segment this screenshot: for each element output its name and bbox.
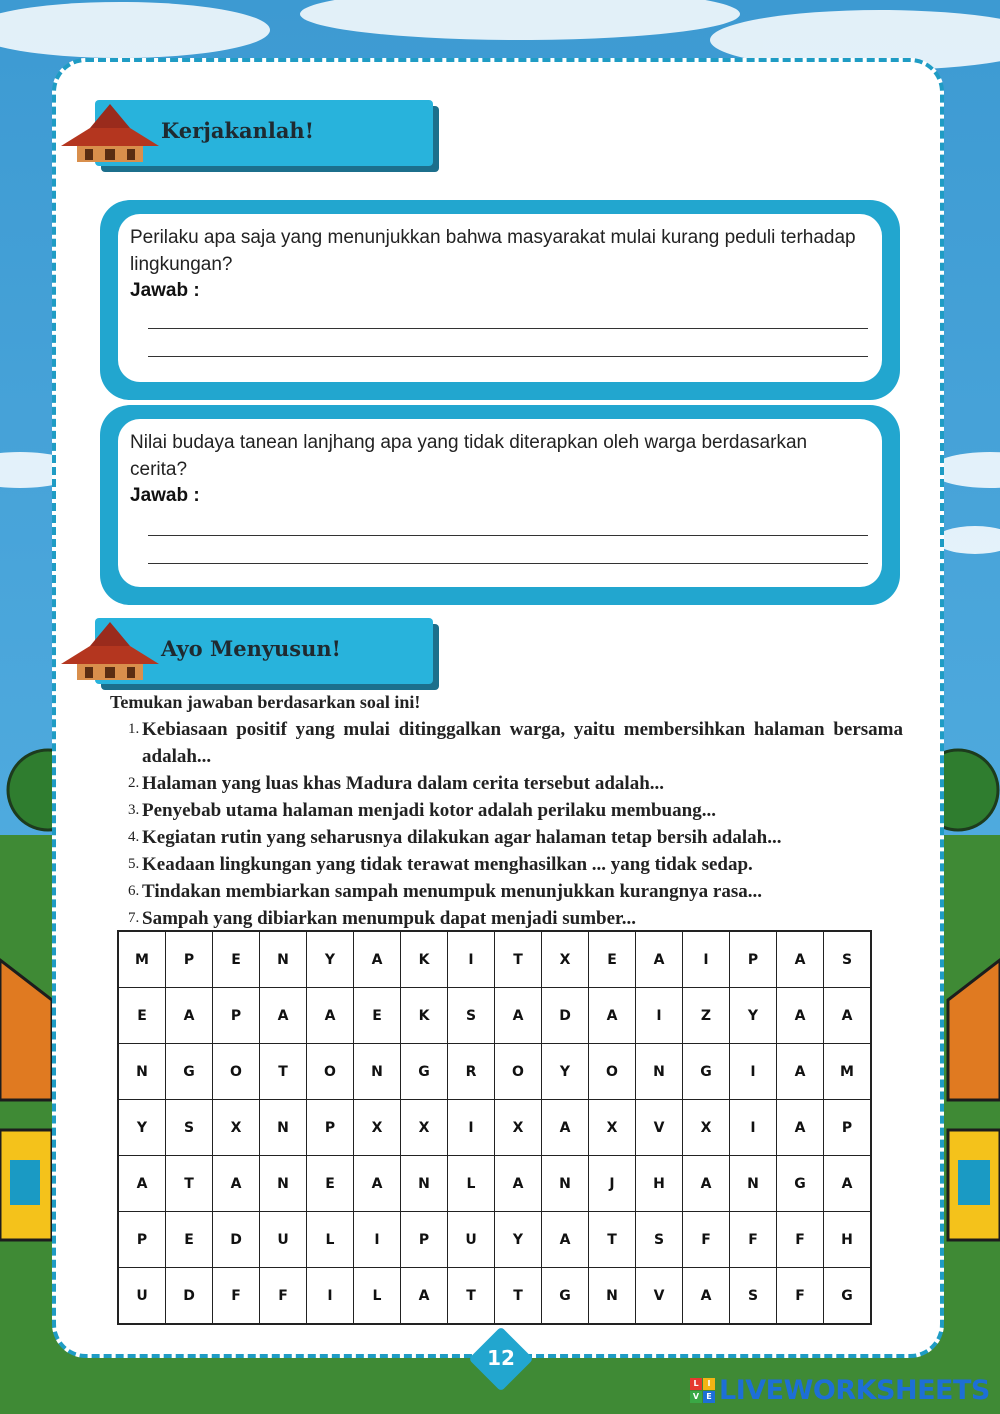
grid-cell[interactable]: S <box>166 1100 213 1156</box>
grid-cell[interactable]: H <box>636 1156 683 1212</box>
grid-cell[interactable]: N <box>354 1044 401 1100</box>
clue-text: Sampah yang dibiarkan menumpuk dapat menjadi sumber... <box>142 908 636 929</box>
clue-item <box>128 797 903 824</box>
grid-cell[interactable]: I <box>683 931 730 988</box>
grid-cell[interactable]: P <box>401 1212 448 1268</box>
clue-text: Penyebab utama halaman menjadi kotor adalah perilaku membuang... <box>142 800 716 821</box>
kerjakan-banner <box>95 100 435 168</box>
logo-letter: L <box>690 1378 702 1390</box>
grid-cell[interactable]: P <box>118 1212 166 1268</box>
question-text: Perilaku apa saja yang menunjukkan bahwa masyarakat mulai kurang peduli terhadap lingkungan? <box>130 227 856 275</box>
grid-cell[interactable]: N <box>636 1044 683 1100</box>
grid-cell[interactable]: X <box>354 1100 401 1156</box>
grid-cell[interactable]: X <box>683 1100 730 1156</box>
grid-cell[interactable]: L <box>448 1156 495 1212</box>
clue-number: 5. <box>128 856 140 872</box>
clue-number: 7. <box>128 910 140 926</box>
grid-cell[interactable]: Y <box>542 1044 589 1100</box>
clue-item <box>128 851 903 878</box>
clue-text: Tindakan membiarkan sampah menumpuk menunjukkan kurangnya rasa... <box>142 881 762 902</box>
grid-cell[interactable]: E <box>354 988 401 1044</box>
clue-text: Keadaan lingkungan yang tidak terawat menghasilkan ... yang tidak sedap. <box>142 854 753 875</box>
grid-cell[interactable]: E <box>166 1212 213 1268</box>
grid-cell[interactable]: A <box>542 1212 589 1268</box>
grid-cell[interactable]: A <box>354 1156 401 1212</box>
grid-cell[interactable]: F <box>730 1212 777 1268</box>
clue-text: Kebiasaan positif yang mulai ditinggalkan warga, yaitu membersihkan halaman bersama adalah... <box>142 719 903 767</box>
grid-cell[interactable]: A <box>213 1156 260 1212</box>
answer-line[interactable] <box>148 328 868 329</box>
grid-cell[interactable]: F <box>260 1268 307 1325</box>
liveworksheets-logo-icon <box>690 1378 715 1403</box>
grid-cell[interactable]: S <box>824 931 872 988</box>
grid-cell[interactable]: X <box>542 931 589 988</box>
clue-number: 4. <box>128 829 140 845</box>
grid-cell[interactable]: I <box>354 1212 401 1268</box>
grid-cell[interactable]: I <box>307 1268 354 1325</box>
grid-cell[interactable]: Y <box>118 1100 166 1156</box>
grid-cell[interactable]: Y <box>495 1212 542 1268</box>
grid-cell[interactable]: A <box>777 988 824 1044</box>
grid-row <box>118 1212 871 1268</box>
grid-cell[interactable]: F <box>777 1212 824 1268</box>
grid-cell[interactable]: P <box>307 1100 354 1156</box>
grid-cell[interactable]: S <box>636 1212 683 1268</box>
grid-cell[interactable]: D <box>542 988 589 1044</box>
joglo-house-icon <box>55 618 165 686</box>
grid-row <box>118 1044 871 1100</box>
grid-cell[interactable]: A <box>307 988 354 1044</box>
grid-cell[interactable]: Y <box>730 988 777 1044</box>
grid-cell[interactable]: A <box>777 1044 824 1100</box>
liveworksheets-watermark <box>690 1374 990 1406</box>
grid-cell[interactable]: Y <box>307 931 354 988</box>
clue-number: 6. <box>128 883 140 899</box>
grid-row <box>118 1156 871 1212</box>
clue-item <box>128 824 903 851</box>
clue-item <box>128 905 903 932</box>
grid-cell[interactable]: N <box>260 1156 307 1212</box>
grid-cell[interactable]: E <box>307 1156 354 1212</box>
grid-cell[interactable]: N <box>260 931 307 988</box>
grid-cell[interactable]: G <box>166 1044 213 1100</box>
grid-cell[interactable]: A <box>824 988 872 1044</box>
grid-row <box>118 988 871 1044</box>
grid-cell[interactable]: E <box>589 931 636 988</box>
grid-cell[interactable]: A <box>401 1268 448 1325</box>
grid-cell[interactable]: P <box>824 1100 872 1156</box>
grid-cell[interactable]: S <box>730 1268 777 1325</box>
grid-cell[interactable]: G <box>824 1268 872 1325</box>
page-number: 12 <box>487 1346 515 1370</box>
clue-text: Halaman yang luas khas Madura dalam cerita tersebut adalah... <box>142 773 665 794</box>
answer-label: Jawab : <box>130 280 200 301</box>
grid-row <box>118 931 871 988</box>
word-search-grid <box>117 930 872 1325</box>
clue-number: 2. <box>128 775 140 791</box>
grid-cell[interactable]: A <box>260 988 307 1044</box>
clue-item <box>128 770 903 797</box>
grid-cell[interactable]: A <box>589 988 636 1044</box>
grid-cell[interactable]: T <box>260 1044 307 1100</box>
grid-cell[interactable]: Z <box>683 988 730 1044</box>
grid-cell[interactable]: A <box>166 988 213 1044</box>
grid-cell[interactable]: O <box>213 1044 260 1100</box>
grid-row <box>118 1268 871 1325</box>
grid-cell[interactable]: E <box>213 931 260 988</box>
grid-cell[interactable]: U <box>118 1268 166 1325</box>
grid-cell[interactable]: G <box>777 1156 824 1212</box>
grid-cell[interactable]: A <box>683 1268 730 1325</box>
grid-cell[interactable]: X <box>495 1100 542 1156</box>
grid-cell[interactable]: D <box>166 1268 213 1325</box>
answer-line[interactable] <box>148 563 868 564</box>
grid-cell[interactable]: N <box>118 1044 166 1100</box>
grid-cell[interactable]: T <box>448 1268 495 1325</box>
grid-cell[interactable]: L <box>307 1212 354 1268</box>
grid-cell[interactable]: U <box>448 1212 495 1268</box>
menyusun-title: Ayo Menyusun! <box>161 636 341 661</box>
grid-cell[interactable]: A <box>354 931 401 988</box>
grid-cell[interactable]: M <box>824 1044 872 1100</box>
grid-cell[interactable]: N <box>260 1100 307 1156</box>
grid-cell[interactable]: T <box>495 931 542 988</box>
grid-cell[interactable]: A <box>495 1156 542 1212</box>
question-box-2 <box>100 405 900 605</box>
grid-cell[interactable]: A <box>118 1156 166 1212</box>
clue-item <box>128 716 903 770</box>
grid-cell[interactable]: O <box>589 1044 636 1100</box>
clue-number: 1. <box>128 721 140 737</box>
grid-cell[interactable]: N <box>730 1156 777 1212</box>
grid-row <box>118 1100 871 1156</box>
joglo-house-icon <box>55 100 165 168</box>
grid-cell[interactable]: K <box>401 931 448 988</box>
logo-letter: E <box>703 1391 715 1403</box>
grid-cell[interactable]: A <box>777 1100 824 1156</box>
grid-cell[interactable]: I <box>448 1100 495 1156</box>
grid-cell[interactable]: F <box>683 1212 730 1268</box>
grid-cell[interactable]: A <box>824 1156 872 1212</box>
grid-cell[interactable]: X <box>213 1100 260 1156</box>
grid-cell[interactable]: K <box>401 988 448 1044</box>
grid-cell[interactable]: X <box>589 1100 636 1156</box>
grid-cell[interactable]: J <box>589 1156 636 1212</box>
grid-cell[interactable]: N <box>589 1268 636 1325</box>
grid-cell[interactable]: A <box>636 931 683 988</box>
grid-cell[interactable]: F <box>777 1268 824 1325</box>
grid-cell[interactable]: H <box>824 1212 872 1268</box>
grid-cell[interactable]: A <box>777 931 824 988</box>
grid-cell[interactable]: P <box>730 931 777 988</box>
grid-cell[interactable]: G <box>683 1044 730 1100</box>
right-house <box>948 960 1000 1240</box>
watermark-text: LIVEWORKSHEETS <box>719 1374 990 1406</box>
answer-line[interactable] <box>148 535 868 536</box>
left-house <box>0 960 52 1240</box>
answer-line[interactable] <box>148 356 868 357</box>
grid-cell[interactable]: R <box>448 1044 495 1100</box>
grid-cell[interactable]: P <box>213 988 260 1044</box>
grid-cell[interactable]: D <box>213 1212 260 1268</box>
grid-cell[interactable]: N <box>542 1156 589 1212</box>
grid-cell[interactable]: T <box>495 1268 542 1325</box>
grid-cell[interactable]: N <box>401 1156 448 1212</box>
answer-label: Jawab : <box>130 485 200 506</box>
grid-cell[interactable]: T <box>589 1212 636 1268</box>
grid-cell[interactable]: I <box>730 1100 777 1156</box>
grid-cell[interactable]: T <box>166 1156 213 1212</box>
logo-letter: V <box>690 1391 702 1403</box>
grid-cell[interactable]: V <box>636 1268 683 1325</box>
question-text: Nilai budaya tanean lanjhang apa yang tidak diterapkan oleh warga berdasarkan cerita? <box>130 432 808 480</box>
question-box-1 <box>100 200 900 400</box>
grid-cell[interactable]: E <box>118 988 166 1044</box>
grid-cell[interactable]: X <box>401 1100 448 1156</box>
grid-cell[interactable]: P <box>166 931 213 988</box>
grid-cell[interactable]: I <box>636 988 683 1044</box>
grid-cell[interactable]: A <box>495 988 542 1044</box>
logo-letter: I <box>703 1378 715 1390</box>
clue-item <box>128 878 903 905</box>
clue-number: 3. <box>128 802 140 818</box>
grid-cell[interactable]: F <box>213 1268 260 1325</box>
menyusun-banner <box>95 618 435 686</box>
grid-cell[interactable]: G <box>401 1044 448 1100</box>
grid-cell[interactable]: I <box>448 931 495 988</box>
grid-cell[interactable]: S <box>448 988 495 1044</box>
kerjakan-title: Kerjakanlah! <box>161 118 314 143</box>
clue-list <box>128 716 903 932</box>
grid-cell[interactable]: M <box>118 931 166 988</box>
grid-cell[interactable]: I <box>730 1044 777 1100</box>
grid-cell[interactable]: O <box>307 1044 354 1100</box>
clue-text: Kegiatan rutin yang seharusnya dilakukan agar halaman tetap bersih adalah... <box>142 827 782 848</box>
grid-cell[interactable]: U <box>260 1212 307 1268</box>
grid-cell[interactable]: A <box>542 1100 589 1156</box>
grid-cell[interactable]: V <box>636 1100 683 1156</box>
puzzle-instruction: Temukan jawaban berdasarkan soal ini! <box>110 692 421 712</box>
grid-cell[interactable]: A <box>683 1156 730 1212</box>
grid-cell[interactable]: L <box>354 1268 401 1325</box>
grid-cell[interactable]: G <box>542 1268 589 1325</box>
grid-cell[interactable]: O <box>495 1044 542 1100</box>
